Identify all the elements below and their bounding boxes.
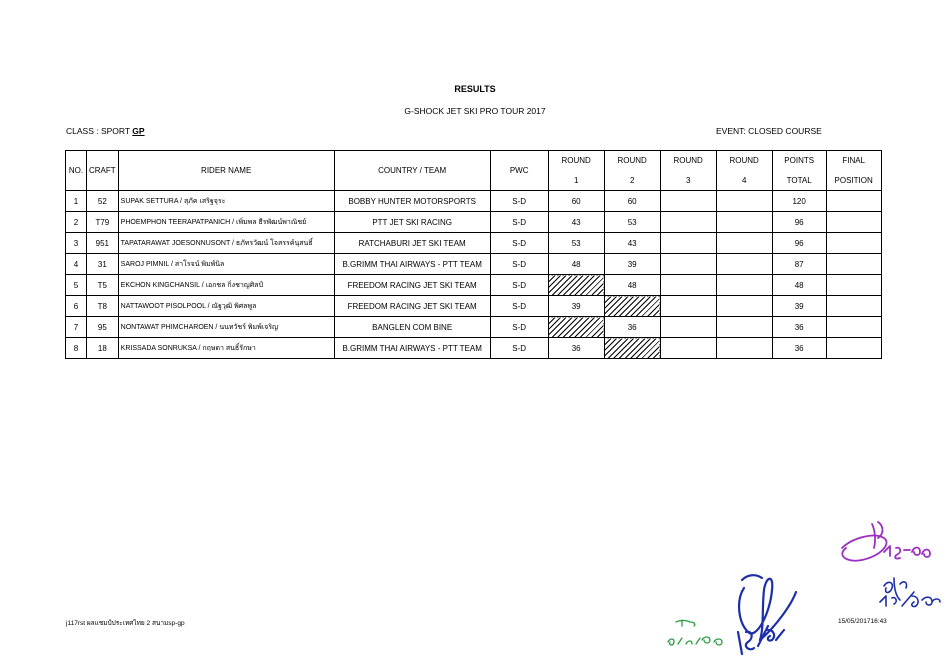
header-round-number-1: 1 (548, 171, 604, 191)
class-prefix: CLASS : SPORT (66, 126, 133, 136)
cell-rider: NATTAWOOT PISOLPOOL / ณัฐวุฒิ พิศลพูล (118, 296, 334, 317)
cell-craft: 52 (87, 191, 119, 212)
cell-pwc: S-D (490, 296, 548, 317)
cell-total: 87 (772, 254, 826, 275)
cell-craft: 18 (87, 338, 119, 359)
page-title: RESULTS (454, 84, 496, 94)
cell-pwc: S-D (490, 317, 548, 338)
cell-r2: 48 (604, 275, 660, 296)
cell-team: FREEDOM RACING JET SKI TEAM (334, 275, 490, 296)
cell-team: RATCHABURI JET SKI TEAM (334, 233, 490, 254)
header-round-4: ROUND (716, 151, 772, 171)
cell-team: B.GRIMM THAI AIRWAYS - PTT TEAM (334, 338, 490, 359)
event-label: EVENT: CLOSED COURSE (716, 126, 822, 136)
cell-rider: KRISSADA SONRUKSA / กฤษดา สนธิ์รักษา (118, 338, 334, 359)
cell-no: 6 (66, 296, 87, 317)
cell-rider: NONTAWAT PHIMCHAROEN / นนทวัชร์ พิมพ์เจริญ (118, 317, 334, 338)
cell-total: 120 (772, 191, 826, 212)
cell-team: BOBBY HUNTER MOTORSPORTS (334, 191, 490, 212)
cell-pwc: S-D (490, 233, 548, 254)
header-total: TOTAL (772, 171, 826, 191)
blue-signature-center (738, 575, 796, 654)
cell-rider: SUPAK SETTURA / สุภัค เสริฐจุระ (118, 191, 334, 212)
cell-pwc: S-D (490, 275, 548, 296)
cell-r2: 36 (604, 317, 660, 338)
header-pwc: PWC (490, 151, 548, 191)
cell-pwc: S-D (490, 254, 548, 275)
header-position: POSITION (826, 171, 881, 191)
cell-craft: 31 (87, 254, 119, 275)
cell-no: 7 (66, 317, 87, 338)
footer-timestamp: 15/05/201716:43 (838, 618, 887, 625)
cell-total: 48 (772, 275, 826, 296)
header-country-team: COUNTRY / TEAM (334, 151, 490, 191)
header-round-3: ROUND (660, 151, 716, 171)
cell-r1: 36 (548, 338, 604, 359)
cell-no: 5 (66, 275, 87, 296)
cell-r2: 60 (604, 191, 660, 212)
cell-craft: T5 (87, 275, 119, 296)
cell-total: 39 (772, 296, 826, 317)
cell-team: BANGLEN COM BINE (334, 317, 490, 338)
header-round-number-4: 4 (716, 171, 772, 191)
cell-total: 36 (772, 338, 826, 359)
header-no: NO. (66, 151, 87, 191)
cell-no: 8 (66, 338, 87, 359)
header-round-2: ROUND (604, 151, 660, 171)
blue-signature-right (880, 578, 940, 607)
cell-craft: 95 (87, 317, 119, 338)
green-initials (668, 620, 722, 645)
class-value: GP (132, 126, 145, 136)
footer-file-reference: j117rst ผลแชมป์ประเทศไทย 2 สนามsp-gp (66, 620, 185, 627)
header-round-1: ROUND (548, 151, 604, 171)
header-craft: CRAFT (87, 151, 119, 191)
cell-r2: 53 (604, 212, 660, 233)
cell-no: 3 (66, 233, 87, 254)
cell-pwc: S-D (490, 338, 548, 359)
cell-total: 96 (772, 233, 826, 254)
header-round-number-3: 3 (660, 171, 716, 191)
header-points: POINTS (772, 151, 826, 171)
header-rider-name: RIDER NAME (118, 151, 334, 191)
cell-r2: 39 (604, 254, 660, 275)
cell-r1: 60 (548, 191, 604, 212)
cell-total: 36 (772, 317, 826, 338)
cell-team: FREEDOM RACING JET SKI TEAM (334, 296, 490, 317)
cell-pwc: S-D (490, 191, 548, 212)
cell-total: 96 (772, 212, 826, 233)
cell-rider: SAROJ PIMNIL / สาโรจน์ พิมพ์นิล (118, 254, 334, 275)
cell-no: 4 (66, 254, 87, 275)
cell-r1: 48 (548, 254, 604, 275)
cell-r1: 43 (548, 212, 604, 233)
event-subtitle: G-SHOCK JET SKI PRO TOUR 2017 (404, 106, 546, 116)
cell-r1: 53 (548, 233, 604, 254)
header-round-number-2: 2 (604, 171, 660, 191)
header-final: FINAL (826, 151, 881, 171)
cell-no: 1 (66, 191, 87, 212)
cell-r1: 39 (548, 296, 604, 317)
cell-team: PTT JET SKI RACING (334, 212, 490, 233)
cell-rider: PHOEMPHON TEERAPATPANICH / เพิ่มพล ธีรพัฒน์พาณิชย์ (118, 212, 334, 233)
cell-no: 2 (66, 212, 87, 233)
cell-craft: T8 (87, 296, 119, 317)
cell-r2: 43 (604, 233, 660, 254)
cell-rider: TAPATARAWAT JOESONNUSONT / ธภัทรวัฒน์ โจสรรค์นุสนธิ์ (118, 233, 334, 254)
cell-pwc: S-D (490, 212, 548, 233)
cell-rider: EKCHON KINGCHANSIL / เอกชล กิ่งชาญศิลป์ (118, 275, 334, 296)
cell-craft: 951 (87, 233, 119, 254)
purple-signature (842, 522, 930, 561)
cell-craft: T79 (87, 212, 119, 233)
cell-team: B.GRIMM THAI AIRWAYS - PTT TEAM (334, 254, 490, 275)
